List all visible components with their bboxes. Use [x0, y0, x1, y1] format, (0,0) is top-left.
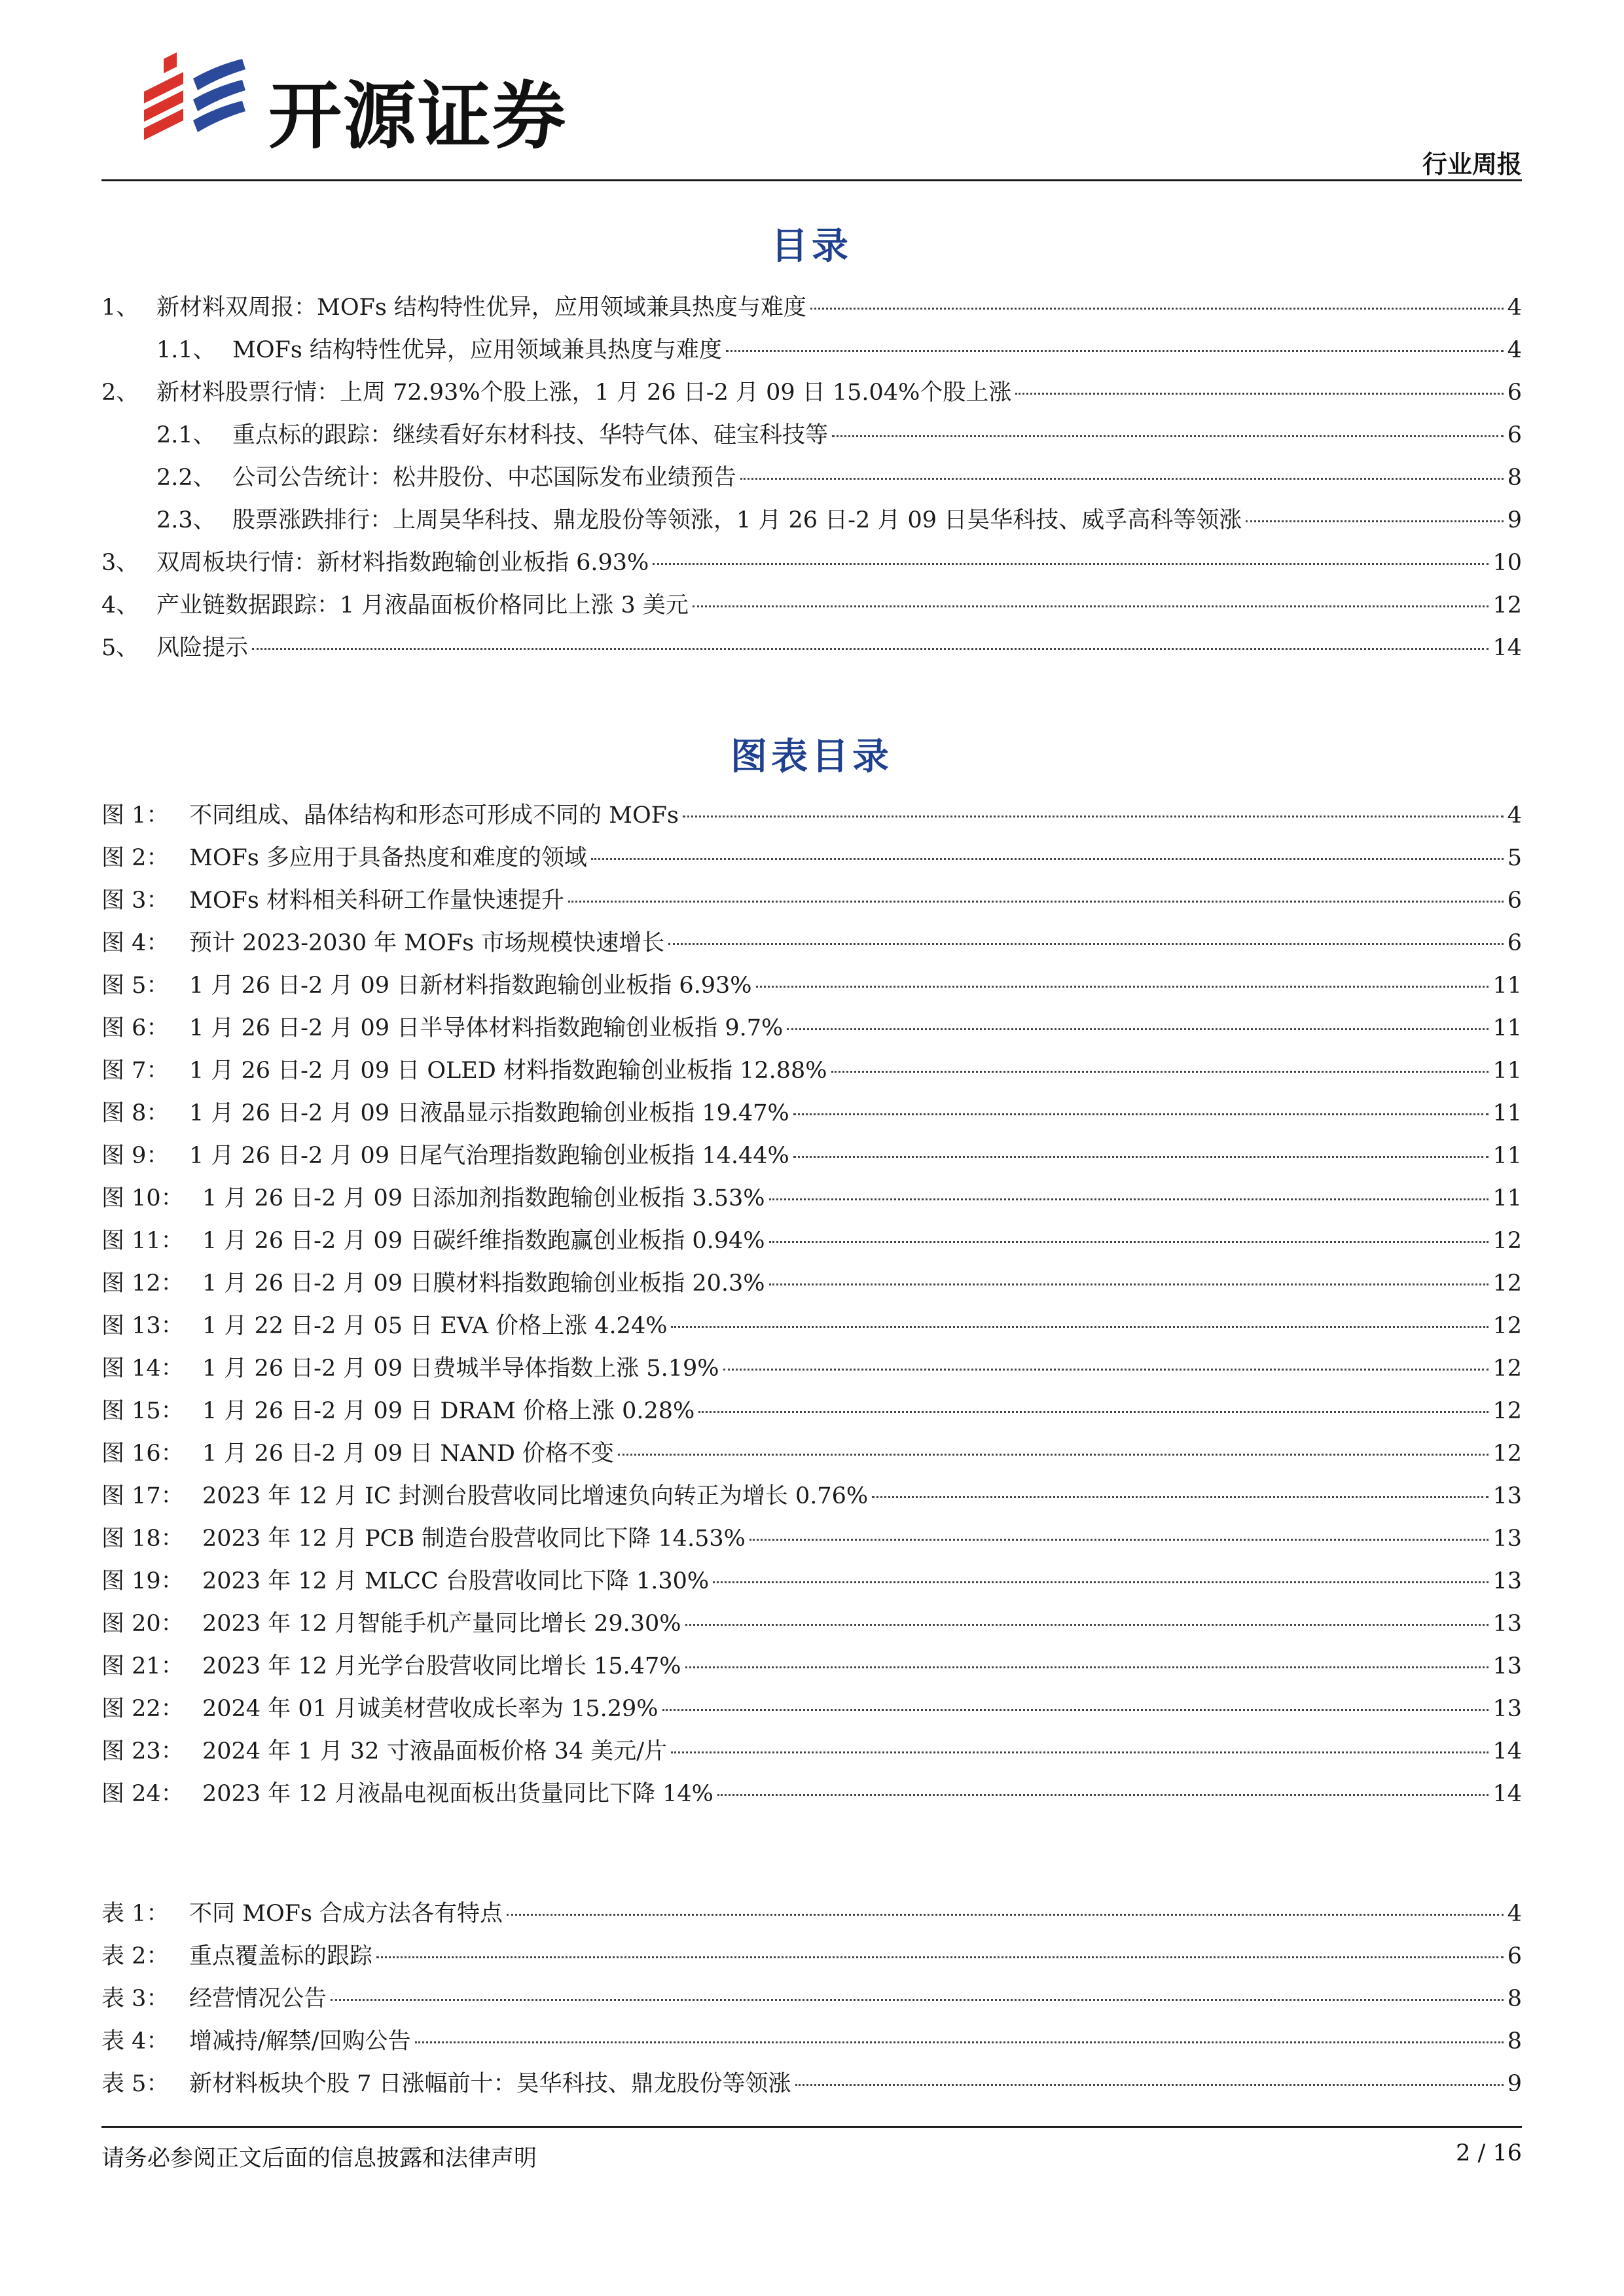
- dot-leader: [769, 1241, 1489, 1243]
- entry-title: 1 月 26 日-2 月 09 日尾气治理指数跑输创业板指 14.44%: [189, 1143, 789, 1169]
- entry-page-number: 8: [1507, 465, 1522, 491]
- figure-toc-entry[interactable]: [101, 1475, 1522, 1518]
- figure-toc-entry[interactable]: [101, 1773, 1522, 1816]
- dot-leader: [749, 1539, 1489, 1541]
- entry-number: 图 18：: [101, 1526, 184, 1552]
- dot-leader: [1246, 520, 1504, 522]
- entry-title: 1 月 26 日-2 月 09 日碳纤维指数跑赢创业板指 0.94%: [202, 1228, 765, 1254]
- entry-number: 图 20：: [101, 1611, 184, 1637]
- entry-number: 2.3、: [156, 507, 216, 533]
- page-header: [101, 46, 1522, 182]
- entry-number: 图 3：: [101, 888, 170, 914]
- dot-leader: [713, 1581, 1489, 1583]
- entry-title: 重点覆盖标的跟踪: [189, 1943, 373, 1969]
- toc-title: 目录: [771, 225, 852, 268]
- entry-title: 2023 年 12 月光学台股营收同比增长 15.47%: [202, 1653, 681, 1679]
- entry-page-number: 4: [1507, 295, 1522, 321]
- dot-leader: [1015, 393, 1503, 395]
- figure-toc-entry[interactable]: [101, 1645, 1522, 1688]
- brand-logo-text: 开源证券: [268, 74, 567, 159]
- figure-toc-entry[interactable]: [101, 1092, 1522, 1135]
- table-toc-entry[interactable]: [101, 1935, 1522, 1978]
- entry-page-number: 13: [1492, 1483, 1522, 1509]
- document-type-label: 行业周报: [1422, 150, 1522, 179]
- toc-entry[interactable]: [101, 414, 1522, 457]
- entry-number: 图 10：: [101, 1185, 184, 1211]
- dot-leader: [810, 308, 1504, 310]
- entry-title: 公司公告统计：松井股份、中芯国际发布业绩预告: [232, 465, 737, 491]
- entry-page-number: 12: [1492, 1398, 1522, 1424]
- entry-title: MOFs 多应用于具备热度和难度的领域: [189, 845, 587, 871]
- figure-toc-entry[interactable]: [101, 1220, 1522, 1263]
- entry-page-number: 4: [1507, 802, 1522, 829]
- entry-page-number: 12: [1492, 1228, 1522, 1254]
- entry-page-number: 6: [1507, 888, 1522, 914]
- dot-leader: [685, 1666, 1489, 1668]
- entry-number: 图 8：: [101, 1100, 170, 1126]
- dot-leader: [591, 858, 1504, 860]
- table-toc-entry[interactable]: [101, 2063, 1522, 2106]
- figure-toc-entry[interactable]: [101, 1433, 1522, 1475]
- entry-page-number: 5: [1507, 845, 1522, 871]
- entry-title: 2023 年 12 月液晶电视面板出货量同比下降 14%: [202, 1781, 713, 1807]
- toc-list: [101, 287, 1522, 670]
- entry-title: 经营情况公告: [189, 1986, 327, 2012]
- entry-page-number: 6: [1507, 380, 1522, 406]
- entry-number: 图 24：: [101, 1781, 184, 1807]
- dot-leader: [331, 1999, 1504, 2001]
- entry-title: 1 月 26 日-2 月 09 日半导体材料指数跑输创业板指 9.7%: [189, 1015, 784, 1041]
- entry-title: 不同组成、晶体结构和形态可形成不同的 MOFs: [189, 802, 679, 829]
- entry-title: 股票涨跌排行：上周昊华科技、鼎龙股份等领涨，1 月 26 日-2 月 09 日昊华科技、威孚高科等领涨: [232, 507, 1242, 533]
- entry-title: 1 月 26 日-2 月 09 日 OLED 材料指数跑输创业板指 12.88%: [189, 1058, 827, 1084]
- dot-leader: [726, 350, 1504, 352]
- dot-leader: [685, 1624, 1489, 1626]
- entry-number: 图 17：: [101, 1483, 184, 1509]
- entry-page-number: 12: [1492, 1270, 1522, 1297]
- dot-leader: [723, 1369, 1489, 1371]
- toc-entry[interactable]: [101, 627, 1522, 670]
- entry-number: 2.1、: [156, 422, 216, 448]
- table-toc-entry[interactable]: [101, 1893, 1522, 1935]
- dot-leader: [717, 1794, 1489, 1796]
- entry-number: 图 21：: [101, 1653, 184, 1679]
- figure-toc-entry[interactable]: [101, 1390, 1522, 1433]
- entry-number: 表 4：: [101, 2028, 170, 2054]
- entry-page-number: 11: [1492, 1100, 1522, 1126]
- entry-number: 图 19：: [101, 1568, 184, 1594]
- dot-leader: [756, 986, 1489, 988]
- dot-leader: [653, 563, 1489, 565]
- entry-number: 1、: [101, 295, 139, 321]
- entry-number: 图 22：: [101, 1696, 184, 1722]
- figure-toc-entry[interactable]: [101, 880, 1522, 922]
- dot-leader: [683, 816, 1504, 817]
- dot-leader: [671, 1326, 1489, 1328]
- figure-toc-entry[interactable]: [101, 1731, 1522, 1773]
- entry-page-number: 10: [1492, 550, 1522, 576]
- tables-toc-list: [101, 1893, 1522, 2106]
- dot-leader: [662, 1709, 1489, 1711]
- entry-number: 表 3：: [101, 1986, 170, 2012]
- entry-number: 图 11：: [101, 1228, 184, 1254]
- dot-leader: [618, 1454, 1489, 1456]
- figure-toc-entry[interactable]: [101, 1007, 1522, 1050]
- dot-leader: [740, 478, 1504, 480]
- entry-page-number: 8: [1507, 2028, 1522, 2054]
- toc-entry[interactable]: [101, 287, 1522, 329]
- entry-page-number: 11: [1492, 1143, 1522, 1169]
- entry-page-number: 4: [1507, 337, 1522, 363]
- entry-title: 1 月 26 日-2 月 09 日 NAND 价格不变: [202, 1441, 615, 1467]
- figure-toc-entry[interactable]: [101, 922, 1522, 965]
- entry-page-number: 11: [1492, 1058, 1522, 1084]
- entry-page-number: 8: [1507, 1986, 1522, 2012]
- entry-title: 风险提示: [156, 635, 249, 661]
- entry-number: 表 1：: [101, 1901, 170, 1927]
- entry-number: 表 5：: [101, 2071, 170, 2097]
- entry-page-number: 12: [1492, 1355, 1522, 1382]
- entry-title: 2023 年 12 月 MLCC 台股营收同比下降 1.30%: [202, 1568, 710, 1594]
- dot-leader: [252, 648, 1489, 650]
- dot-leader: [832, 435, 1504, 437]
- entry-number: 图 13：: [101, 1313, 184, 1339]
- entry-number: 图 6：: [101, 1015, 170, 1041]
- entry-title: 1 月 26 日-2 月 09 日新材料指数跑输创业板指 6.93%: [189, 973, 752, 999]
- entry-title: 1 月 26 日-2 月 09 日膜材料指数跑输创业板指 20.3%: [202, 1270, 765, 1297]
- figure-toc-entry[interactable]: [101, 1135, 1522, 1177]
- entry-page-number: 12: [1492, 1313, 1522, 1339]
- toc-entry[interactable]: [101, 542, 1522, 584]
- entry-page-number: 11: [1492, 1015, 1522, 1041]
- entry-number: 表 2：: [101, 1943, 170, 1969]
- entry-title: 新材料双周报：MOFs 结构特性优异，应用领域兼具热度与难度: [156, 295, 806, 321]
- figure-toc-entry[interactable]: [101, 1050, 1522, 1092]
- entry-title: 重点标的跟踪：继续看好东材科技、华特气体、硅宝科技等: [232, 422, 829, 448]
- header-divider: [101, 179, 1522, 181]
- entry-page-number: 9: [1507, 507, 1522, 533]
- entry-title: 增减持/解禁/回购公告: [189, 2028, 411, 2054]
- entry-page-number: 13: [1492, 1696, 1522, 1722]
- dot-leader: [415, 2041, 1504, 2043]
- dot-leader: [769, 1283, 1489, 1285]
- footer-disclaimer: 请务必参阅正文后面的信息披露和法律声明: [101, 2145, 537, 2172]
- entry-number: 图 5：: [101, 973, 170, 999]
- entry-title: 1 月 26 日-2 月 09 日液晶显示指数跑输创业板指 19.47%: [189, 1100, 789, 1126]
- page-number: 2 / 16: [1456, 2140, 1522, 2166]
- dot-leader: [793, 1113, 1489, 1115]
- toc-entry[interactable]: [101, 329, 1522, 372]
- figures-toc-list: [101, 795, 1522, 1816]
- entry-page-number: 14: [1492, 1738, 1522, 1765]
- entry-title: 1 月 26 日-2 月 09 日添加剂指数跑输创业板指 3.53%: [202, 1185, 765, 1211]
- toc-entry[interactable]: [101, 499, 1522, 542]
- entry-page-number: 12: [1492, 1441, 1522, 1467]
- figure-toc-entry[interactable]: [101, 1305, 1522, 1348]
- entry-number: 图 23：: [101, 1738, 184, 1765]
- dot-leader: [872, 1496, 1489, 1498]
- entry-number: 1.1、: [156, 337, 216, 363]
- entry-page-number: 6: [1507, 422, 1522, 448]
- entry-title: 2023 年 12 月 IC 封测台股营收同比增速负向转正为增长 0.76%: [202, 1483, 869, 1509]
- entry-page-number: 13: [1492, 1526, 1522, 1552]
- entry-page-number: 6: [1507, 1943, 1522, 1969]
- entry-page-number: 4: [1507, 1901, 1522, 1927]
- entry-number: 图 14：: [101, 1355, 184, 1382]
- entry-title: 不同 MOFs 合成方法各有特点: [189, 1901, 503, 1927]
- entry-page-number: 9: [1507, 2071, 1522, 2097]
- figure-toc-entry[interactable]: [101, 795, 1522, 837]
- figure-toc-entry[interactable]: [101, 1688, 1522, 1731]
- entry-number: 图 4：: [101, 930, 170, 956]
- figure-toc-entry[interactable]: [101, 965, 1522, 1007]
- entry-number: 3、: [101, 550, 139, 576]
- dot-leader: [769, 1198, 1489, 1200]
- entry-title: 2023 年 12 月 PCB 制造台股营收同比下降 14.53%: [202, 1526, 746, 1552]
- entry-number: 2、: [101, 380, 139, 406]
- entry-number: 2.2、: [156, 465, 216, 491]
- toc-entry[interactable]: [101, 372, 1522, 414]
- page-footer: [101, 2126, 1522, 2172]
- entry-number: 图 9：: [101, 1143, 170, 1169]
- dot-leader: [507, 1914, 1504, 1916]
- figure-toc-entry[interactable]: [101, 1560, 1522, 1603]
- figure-toc-entry[interactable]: [101, 1177, 1522, 1220]
- dot-leader: [795, 2084, 1504, 2086]
- entry-title: 1 月 26 日-2 月 09 日 DRAM 价格上涨 0.28%: [202, 1398, 695, 1424]
- figure-toc-entry[interactable]: [101, 1348, 1522, 1390]
- entry-number: 图 15：: [101, 1398, 184, 1424]
- figure-toc-entry[interactable]: [101, 1518, 1522, 1560]
- entry-title: 双周板块行情：新材料指数跑输创业板指 6.93%: [156, 550, 649, 576]
- entry-title: 2023 年 12 月智能手机产量同比增长 29.30%: [202, 1611, 681, 1637]
- figure-toc-entry[interactable]: [101, 1263, 1522, 1305]
- entry-page-number: 14: [1492, 1781, 1522, 1807]
- entry-title: 预计 2023-2030 年 MOFs 市场规模快速增长: [189, 930, 665, 956]
- table-toc-entry[interactable]: [101, 2020, 1522, 2063]
- entry-page-number: 13: [1492, 1611, 1522, 1637]
- dot-leader: [787, 1028, 1489, 1030]
- entry-title: 新材料股票行情：上周 72.93%个股上涨，1 月 26 日-2 月 09 日 15.04%个股上涨: [156, 380, 1012, 406]
- entry-number: 图 16：: [101, 1441, 184, 1467]
- entry-title: MOFs 结构特性优异，应用领域兼具热度与难度: [232, 337, 722, 363]
- entry-title: 产业链数据跟踪：1 月液晶面板价格同比上涨 3 美元: [156, 592, 689, 619]
- dot-leader: [568, 901, 1504, 903]
- entry-page-number: 11: [1492, 1185, 1522, 1211]
- dot-leader: [698, 1411, 1489, 1413]
- entry-number: 5、: [101, 635, 139, 661]
- footer-divider: [101, 2126, 1522, 2128]
- entry-title: 新材料板块个股 7 日涨幅前十：昊华科技、鼎龙股份等领涨: [189, 2071, 791, 2097]
- entry-title: 2024 年 1 月 32 寸液晶面板价格 34 美元/片: [202, 1738, 668, 1765]
- entry-number: 图 2：: [101, 845, 170, 871]
- toc-entry[interactable]: [101, 457, 1522, 499]
- entry-page-number: 11: [1492, 973, 1522, 999]
- entry-title: 1 月 22 日-2 月 05 日 EVA 价格上涨 4.24%: [202, 1313, 668, 1339]
- entry-number: 图 7：: [101, 1058, 170, 1084]
- toc-entry[interactable]: [101, 584, 1522, 627]
- entry-page-number: 13: [1492, 1653, 1522, 1679]
- dot-leader: [376, 1956, 1504, 1958]
- entry-title: MOFs 材料相关科研工作量快速提升: [189, 888, 564, 914]
- table-toc-entry[interactable]: [101, 1978, 1522, 2020]
- dot-leader: [671, 1751, 1489, 1753]
- entry-title: 1 月 26 日-2 月 09 日费城半导体指数上涨 5.19%: [202, 1355, 719, 1382]
- figure-toc-entry[interactable]: [101, 1603, 1522, 1645]
- entry-page-number: 6: [1507, 930, 1522, 956]
- entry-title: 2024 年 01 月诚美材营收成长率为 15.29%: [202, 1696, 659, 1722]
- dot-leader: [831, 1071, 1489, 1073]
- entry-page-number: 13: [1492, 1568, 1522, 1594]
- kaiyuan-logo-icon: [137, 52, 252, 151]
- figures-toc-title: 图表目录: [731, 736, 893, 778]
- entry-number: 4、: [101, 592, 139, 619]
- dot-leader: [668, 943, 1503, 945]
- entry-number: 图 1：: [101, 802, 170, 829]
- entry-page-number: 14: [1492, 635, 1522, 661]
- entry-page-number: 12: [1492, 592, 1522, 619]
- entry-number: 图 12：: [101, 1270, 184, 1297]
- figure-toc-entry[interactable]: [101, 837, 1522, 880]
- dot-leader: [793, 1156, 1489, 1158]
- dot-leader: [693, 605, 1489, 607]
